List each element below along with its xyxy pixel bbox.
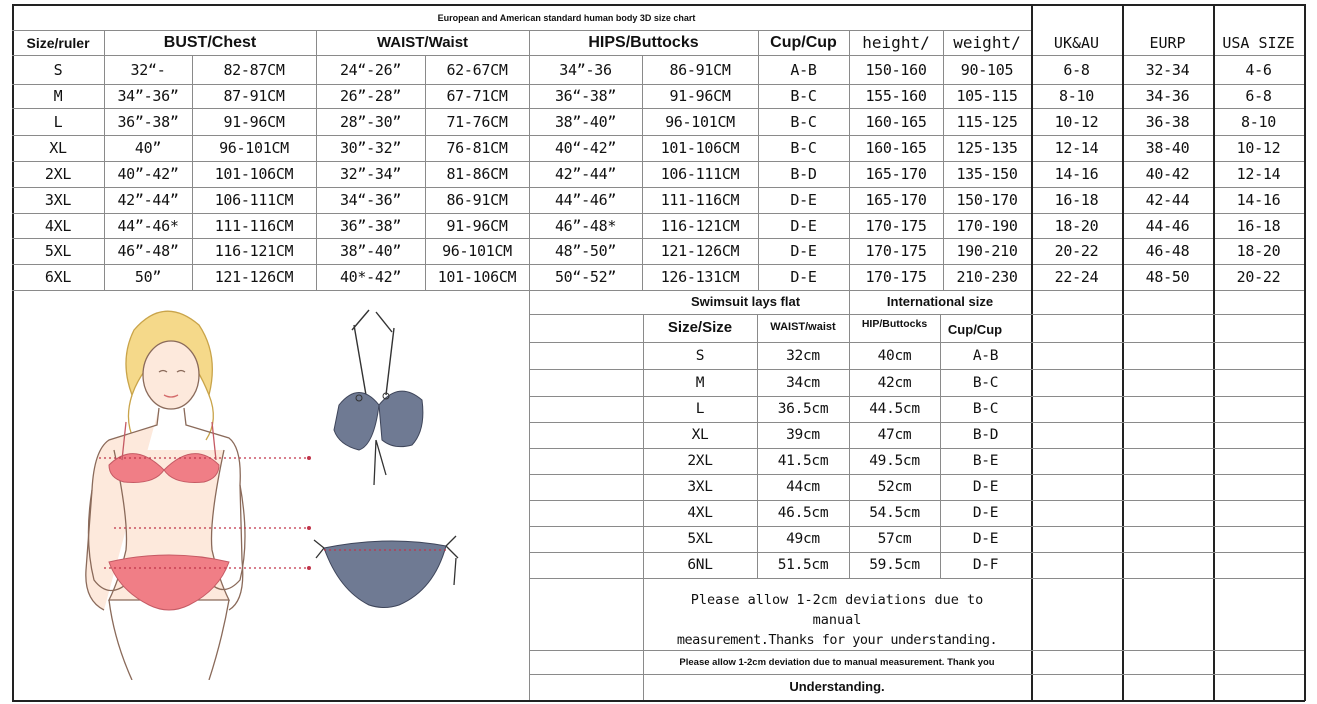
header-waist: WAIST/Waist (376, 34, 469, 51)
measurement-illustration (14, 300, 514, 680)
main-cell-r2-c5: 38”-40” (554, 112, 617, 131)
flat-cell-r6-c1: 46.5cm (777, 505, 829, 521)
flat-cell-r8-c2: 59.5cm (869, 557, 920, 573)
main-cell-r2-c0: L (53, 112, 63, 131)
main-cell-r4-c0: 2XL (44, 165, 72, 183)
main-cell-r2-c8: 160-165 (865, 112, 927, 131)
main-cell-r3-c1: 40” (134, 139, 162, 157)
main-cell-r3-c6: 101-106CM (660, 139, 740, 157)
main-cell-r6-c1: 44”-46* (117, 216, 179, 235)
main-cell-r7-c4: 96-101CM (442, 242, 512, 260)
main-cell-r0-c7: A-B (790, 60, 817, 79)
main-cell-r3-c5: 40“-42” (554, 139, 617, 157)
main-cell-r2-c1: 36”-38” (117, 112, 179, 131)
main-cell-r5-c4: 86-91CM (446, 191, 508, 209)
flat-table-title: Swimsuit lays flat (690, 293, 801, 309)
main-cell-r2-c10: 10-12 (1054, 112, 1099, 131)
grid-hline (12, 55, 1304, 56)
flat-cell-r6-c0: 4XL (687, 505, 713, 521)
main-cell-r1-c3: 26”-28” (339, 87, 402, 105)
main-cell-r3-c9: 125-135 (956, 139, 1018, 157)
main-cell-r5-c9: 150-170 (956, 191, 1018, 209)
flat-cell-r6-c3: D-E (972, 505, 999, 521)
main-cell-r7-c5: 48”-50” (554, 242, 617, 260)
flat-cell-r7-c2: 57cm (877, 531, 912, 547)
main-cell-r6-c8: 170-175 (865, 216, 927, 235)
main-cell-r7-c10: 20-22 (1054, 242, 1099, 260)
main-cell-r1-c7: B-C (790, 87, 817, 105)
main-cell-r4-c5: 42”-44” (554, 165, 617, 183)
grid-vline (642, 55, 643, 290)
main-cell-r8-c6: 126-131CM (660, 268, 740, 286)
grid-hline (529, 422, 1304, 423)
grid-hline (12, 238, 1304, 239)
main-cell-r8-c2: 121-126CM (214, 268, 294, 286)
main-cell-r0-c3: 24“-26” (339, 60, 402, 79)
main-cell-r3-c3: 30”-32” (339, 139, 402, 157)
grid-vline (316, 30, 317, 290)
grid-vline (529, 30, 530, 700)
flat-cell-r2-c0: L (695, 401, 705, 417)
main-cell-r3-c2: 96-101CM (219, 139, 289, 157)
main-cell-r6-c9: 170-190 (956, 216, 1018, 235)
understanding-note: Understanding. (789, 678, 885, 694)
grid-vline (1031, 4, 1033, 700)
grid-vline (425, 55, 426, 290)
header-size: Size/ruler (26, 34, 90, 51)
main-cell-r7-c0: 5XL (44, 242, 72, 260)
flat-header-hip: HIP/Buttocks (861, 318, 928, 330)
flat-cell-r1-c0: M (695, 374, 705, 391)
flat-cell-r2-c3: B-C (972, 401, 999, 417)
grid-hline (12, 213, 1304, 214)
flat-cell-r4-c0: 2XL (687, 453, 713, 469)
header-cup: Cup/Cup (770, 33, 837, 51)
note-line-2: manual (812, 612, 862, 628)
main-cell-r0-c9: 90-105 (960, 60, 1014, 79)
main-cell-r0-c2: 82-87CM (223, 60, 285, 79)
grid-vline (643, 314, 644, 700)
swimsuit-top-flat (334, 310, 423, 485)
main-cell-r8-c5: 50“-52” (554, 268, 617, 286)
main-cell-r0-c12: 4-6 (1245, 60, 1272, 79)
main-cell-r8-c0: 6XL (44, 268, 72, 286)
grid-hline (12, 161, 1304, 162)
main-cell-r0-c8: 150-160 (865, 60, 927, 79)
main-cell-r4-c2: 101-106CM (214, 165, 294, 183)
main-cell-r5-c2: 106-111CM (214, 191, 294, 209)
main-cell-r3-c12: 10-12 (1236, 139, 1281, 157)
grid-vline (757, 314, 758, 578)
main-cell-r2-c7: B-C (790, 112, 817, 131)
main-cell-r3-c11: 38-40 (1145, 139, 1190, 157)
main-cell-r8-c12: 20-22 (1236, 268, 1281, 286)
main-cell-r2-c9: 115-125 (956, 112, 1018, 131)
grid-hline (12, 84, 1304, 85)
main-cell-r6-c0: 4XL (44, 216, 72, 235)
main-cell-r4-c9: 135-150 (956, 165, 1018, 183)
main-cell-r1-c6: 91-96CM (669, 87, 731, 105)
main-cell-r8-c1: 50” (134, 268, 162, 286)
grid-hline (12, 264, 1304, 265)
header-bust: BUST/Chest (163, 33, 257, 51)
flat-header-waist: WAIST/waist (770, 321, 836, 333)
header-weight: weight/ (953, 33, 1021, 52)
main-cell-r1-c12: 6-8 (1245, 87, 1272, 105)
flat-cell-r0-c0: S (695, 347, 705, 364)
flat-cell-r7-c0: 5XL (687, 531, 713, 547)
swimsuit-bottom-flat (314, 536, 458, 608)
main-cell-r7-c11: 46-48 (1145, 242, 1190, 260)
flat-cell-r8-c1: 51.5cm (777, 557, 829, 573)
flat-cell-r3-c2: 47cm (877, 427, 912, 443)
header-eurp: EURP (1149, 33, 1186, 52)
grid-hline (1031, 342, 1304, 343)
flat-cell-r2-c2: 44.5cm (869, 401, 920, 417)
flat-cell-r7-c1: 49cm (786, 531, 820, 547)
main-cell-r7-c1: 46”-48” (117, 242, 179, 260)
grid-hline (12, 4, 1305, 6)
flat-cell-r4-c1: 41.5cm (777, 453, 829, 469)
grid-hline (1031, 314, 1304, 315)
grid-vline (940, 314, 941, 578)
main-cell-r6-c11: 44-46 (1145, 216, 1190, 235)
main-cell-r4-c6: 106-111CM (660, 165, 740, 183)
flat-cell-r5-c3: D-E (972, 479, 999, 495)
main-cell-r7-c12: 18-20 (1236, 242, 1281, 260)
main-cell-r4-c10: 14-16 (1054, 165, 1099, 183)
header-ukau: UK&AU (1053, 33, 1100, 52)
main-cell-r0-c0: S (53, 60, 63, 79)
main-cell-r2-c6: 96-101CM (665, 112, 735, 131)
flat-cell-r0-c3: A-B (972, 347, 999, 364)
flat-cell-r1-c1: 34cm (786, 374, 820, 391)
main-cell-r6-c4: 91-96CM (446, 216, 508, 235)
main-cell-r7-c3: 38”-40” (339, 242, 402, 260)
flat-cell-r0-c1: 32cm (786, 347, 820, 364)
bikini-bottom-on-figure (109, 555, 229, 610)
main-cell-r8-c3: 40*-42” (339, 268, 402, 286)
flat-cell-r5-c0: 3XL (687, 479, 713, 495)
main-cell-r3-c7: B-C (790, 139, 817, 157)
main-cell-r4-c12: 12-14 (1236, 165, 1281, 183)
main-cell-r8-c8: 170-175 (865, 268, 927, 286)
grid-hline (529, 369, 1304, 370)
header-usa: USA SIZE (1222, 33, 1295, 52)
flat-cell-r8-c0: 6NL (687, 557, 713, 573)
flat-header-cup: Cup/Cup (947, 321, 1003, 337)
main-cell-r4-c1: 40”-42” (117, 165, 179, 183)
grid-hline (12, 108, 1304, 109)
main-cell-r4-c7: B-D (790, 165, 817, 183)
main-cell-r0-c10: 6-8 (1063, 60, 1090, 79)
flat-cell-r4-c3: B-E (972, 453, 999, 469)
main-cell-r1-c9: 105-115 (956, 87, 1018, 105)
flat-cell-r0-c2: 40cm (877, 347, 912, 364)
woman-figure (86, 311, 245, 680)
grid-hline (529, 552, 1304, 553)
main-cell-r1-c0: M (53, 87, 63, 105)
main-cell-r4-c3: 32”-34” (339, 165, 402, 183)
main-cell-r2-c2: 91-96CM (223, 112, 285, 131)
grid-hline (12, 700, 1305, 702)
flat-cell-r3-c3: B-D (972, 427, 999, 443)
flat-cell-r8-c3: D-F (972, 557, 999, 573)
grid-vline (849, 30, 850, 290)
grid-hline (529, 474, 1304, 475)
main-cell-r5-c5: 44”-46” (554, 191, 617, 209)
header-height: height/ (862, 33, 930, 52)
flat-cell-r1-c3: B-C (972, 374, 999, 391)
main-cell-r8-c10: 22-24 (1054, 268, 1099, 286)
grid-hline (529, 578, 1304, 579)
main-cell-r5-c6: 111-116CM (660, 191, 740, 209)
grid-vline (849, 290, 850, 578)
flat-cell-r3-c1: 39cm (786, 427, 820, 443)
main-cell-r5-c8: 165-170 (865, 191, 927, 209)
grid-hline (12, 290, 1304, 291)
main-cell-r4-c11: 40-42 (1145, 165, 1190, 183)
main-cell-r1-c11: 34-36 (1145, 87, 1190, 105)
main-cell-r5-c11: 42-44 (1145, 191, 1190, 209)
main-cell-r2-c12: 8-10 (1241, 112, 1276, 131)
grid-vline (1213, 4, 1215, 700)
main-cell-r7-c6: 121-126CM (660, 242, 740, 260)
header-hips: HIPS/Buttocks (588, 33, 699, 51)
main-cell-r1-c2: 87-91CM (223, 87, 285, 105)
flat-cell-r6-c2: 54.5cm (869, 505, 920, 521)
note-line-1: Please allow 1-2cm deviations due to (690, 592, 984, 608)
flat-cell-r5-c2: 52cm (877, 479, 912, 495)
flat-cell-r2-c1: 36.5cm (777, 401, 829, 417)
main-cell-r5-c12: 14-16 (1236, 191, 1281, 209)
main-cell-r8-c11: 48-50 (1145, 268, 1190, 286)
flat-cell-r1-c2: 42cm (877, 374, 912, 391)
main-cell-r6-c7: D-E (790, 216, 817, 235)
main-cell-r6-c12: 16-18 (1236, 216, 1281, 235)
main-cell-r0-c1: 32“- (130, 60, 166, 79)
main-cell-r0-c11: 32-34 (1145, 60, 1190, 79)
deviation-note-bold: Please allow 1-2cm deviation due to manual measurement. Thank you (679, 656, 995, 668)
grid-hline (529, 674, 1304, 675)
main-cell-r2-c4: 71-76CM (446, 112, 508, 131)
main-cell-r6-c6: 116-121CM (660, 216, 740, 235)
flat-cell-r3-c0: XL (691, 427, 709, 443)
main-cell-r0-c4: 62-67CM (446, 60, 508, 79)
grid-hline (12, 187, 1304, 188)
main-cell-r7-c2: 116-121CM (214, 242, 294, 260)
main-cell-r0-c5: 34”-36 (559, 60, 612, 79)
main-cell-r4-c8: 165-170 (865, 165, 927, 183)
main-cell-r1-c5: 36“-38” (554, 87, 617, 105)
main-cell-r2-c11: 36-38 (1145, 112, 1190, 131)
grid-hline (529, 500, 1304, 501)
chart-title: European and American standard human body 3D size chart (437, 13, 696, 23)
grid-hline (12, 135, 1304, 136)
main-cell-r5-c7: D-E (790, 191, 817, 209)
main-cell-r1-c10: 8-10 (1059, 87, 1094, 105)
grid-vline (192, 55, 193, 290)
grid-hline (529, 650, 1304, 651)
main-cell-r8-c9: 210-230 (956, 268, 1018, 286)
flat-cell-r4-c2: 49.5cm (869, 453, 920, 469)
main-cell-r1-c4: 67-71CM (446, 87, 508, 105)
main-cell-r0-c6: 86-91CM (669, 60, 731, 79)
grid-hline (12, 30, 1031, 31)
flat-cell-r7-c3: D-E (972, 531, 999, 547)
main-cell-r1-c1: 34”-36” (117, 87, 179, 105)
main-cell-r7-c9: 190-210 (956, 242, 1018, 260)
grid-vline (943, 30, 944, 290)
main-cell-r5-c10: 16-18 (1054, 191, 1099, 209)
grid-vline (1122, 4, 1124, 700)
main-cell-r6-c5: 46”-48* (554, 216, 617, 235)
main-cell-r5-c3: 34“-36” (339, 191, 402, 209)
intl-size-title: International size (886, 293, 994, 309)
main-cell-r3-c8: 160-165 (865, 139, 927, 157)
main-cell-r6-c10: 18-20 (1054, 216, 1099, 235)
main-cell-r4-c4: 81-86CM (446, 165, 508, 183)
main-cell-r6-c3: 36”-38” (339, 216, 402, 235)
main-cell-r2-c3: 28”-30” (339, 112, 402, 131)
main-cell-r5-c1: 42”-44” (117, 191, 179, 209)
grid-hline (529, 396, 1304, 397)
main-cell-r1-c8: 155-160 (865, 87, 927, 105)
main-cell-r8-c4: 101-106CM (437, 268, 517, 286)
grid-vline (104, 30, 105, 290)
main-cell-r3-c4: 76-81CM (446, 139, 508, 157)
main-cell-r8-c7: D-E (790, 268, 817, 286)
main-cell-r7-c8: 170-175 (865, 242, 927, 260)
main-cell-r5-c0: 3XL (44, 191, 72, 209)
grid-vline (758, 30, 759, 290)
main-cell-r6-c2: 111-116CM (214, 216, 294, 235)
grid-hline (529, 448, 1304, 449)
main-cell-r7-c7: D-E (790, 242, 817, 260)
note-line-3: measurement.Thanks for your understanding. (676, 632, 998, 648)
measurement-dots (307, 456, 311, 570)
grid-hline (529, 526, 1304, 527)
main-cell-r3-c10: 12-14 (1054, 139, 1099, 157)
flat-cell-r5-c1: 44cm (786, 479, 820, 495)
grid-vline (1304, 4, 1306, 701)
flat-header-size: Size/Size (667, 318, 733, 336)
deviation-note-mono (643, 590, 1031, 650)
main-cell-r3-c0: XL (49, 139, 67, 157)
